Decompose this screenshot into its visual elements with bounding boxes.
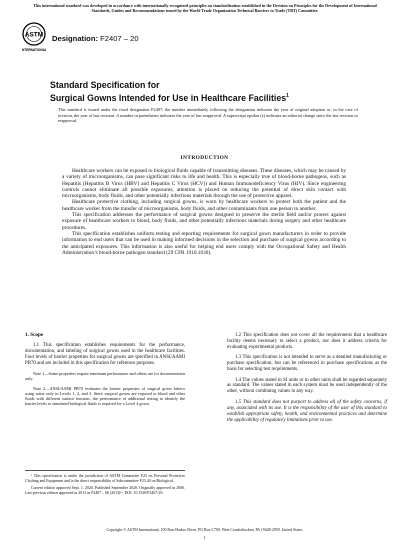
designation: [52, 34, 139, 43]
document-title: [50, 80, 370, 104]
paragraph-1-1: 1.1 This specification establishes requirements for the performance, documentation, and labeling of surgical gowns used in the healthcare facilities. Four levels of barrier properties for surgical gowns are specified in ANSI/AAMI PB70 and are included in this specification for reference purposes.: [25, 342, 185, 366]
standard-issued-statement: This standard is issued under the fixed designation F2407; the number immediately following the designation indicates the year of original adoption or, in the case of revision, the year of last revision. A number in parentheses indicates the year of last reapproval. A superscript epsilon (ε) indicates an editorial change since the last revision or reapproval.: [58, 107, 358, 124]
designation-number: F2407 – 20: [100, 34, 139, 43]
footnote-1: ¹ This specification is under the jurisdiction of ASTM Committee F23 on Personal Protective Clothing and Equipment and is the direct responsibility of Subcommittee F23.40 on Biological.: [25, 474, 185, 483]
svg-text:ASTM: ASTM: [24, 31, 44, 39]
paragraph-1-2: 1.2 This specification does not cover all the requirements that a healthcare facility deems necessary to select a product, nor does it address criteria for evaluating experimental products.: [227, 333, 387, 350]
footnote-2: Current edition approved Sept. 1, 2020. Published September 2020. Originally approved in 2006. Last previous edition approved in 2013 as F2407 – 06 (2013)¹¹. DOI: 10.1520/F2407-20.: [25, 486, 185, 495]
designation-label: Designation:: [52, 34, 98, 43]
introduction-paragraph: Healthcare protective clothing, including surgical gowns, is worn by healthcare workers to protect both the patient and the healthcare worker from the transfer of microorganisms, body fluids, and other contaminants from one person to another.: [62, 199, 346, 212]
note-2: Note 2—ANSI/AAMI PB70 evaluates the barrier properties of surgical gown fabrics using water only in Levels 1, 2, and 3. Since surgical gowns are exposed to blood and other fluids with different surface tensions, the performance of additional testing to identify the barrier levels to simulated biological fluids is required for a Level 4 gown.: [25, 385, 185, 406]
header-notice: This international standard was developed in accordance with internationally recognized principles on standardization established in the Decision on Principles for the Development of International Standards, Guides and Recommendations issued by the World Trade Organization Technical Barriers to Trade (TBT) Committee.: [33, 3, 377, 14]
footnotes: [25, 470, 185, 498]
section-heading-scope: 1. Scope: [25, 332, 44, 338]
title-line-2: Surgical Gowns Intended for Use in Healthcare Facilities$^1$: [50, 92, 289, 103]
introduction-body: [62, 168, 346, 256]
page-number: 1: [203, 535, 206, 540]
astm-international-logo: [22, 22, 46, 56]
note-1: Note 1—Some properties require minimum performance and others are for documentation only.: [25, 371, 185, 382]
paragraph-1-5: 1.5 This standard does not purport to address all of the safety concerns, if any, associated with its use. It is the responsibility of the user of this standard to establish appropriate safety, health, and environmental practices and determine the applicability of regulatory limitations prior to use.: [227, 399, 387, 423]
introduction-paragraph: Healthcare workers can be exposed to biological fluids capable of transmitting diseases. These diseases, which may be caused by a variety of microorganisms, can pose significant risks to life and health. This is especially true of blood-borne pathogens, such as Hepatitis (Hepatitis B Virus (HBV) and Hepatitis C Virus (HCV)) and Human Immunodeficiency Virus (HIV). Since engineering controls cannot eliminate all possible exposures, attention is placed on reducing the potential of direct skin contact with microorganisms, body fluids, and other potentially infectious materials through the use of protective apparel.: [62, 168, 346, 200]
introduction-paragraph: This specification addresses the performance of surgical gowns designed to preserve the sterile field and/or protect against exposure of healthcare workers to blood, body fluids, and other potentially infectious materials during surgery and other healthcare procedures.: [62, 212, 346, 231]
paragraph-1-3: 1.3 This specification is not intended to serve as a detailed manufacturing or purchase specification, but can be referenced in purchase specifications as the basis for selecting test requirements.: [227, 355, 387, 373]
svg-text:INTERNATIONAL: INTERNATIONAL: [22, 48, 46, 52]
right-column: [227, 333, 387, 428]
title-line-1: Standard Specification for: [50, 80, 160, 90]
copyright-line: Copyright © ASTM International, 100 Barr Harbor Drive, PO Box C700, West Conshohocken, PA 19428-2959. United States: [106, 528, 303, 532]
introduction-heading: INTRODUCTION: [180, 155, 229, 161]
left-column: [25, 333, 185, 410]
title-footnote-marker: 1: [286, 93, 289, 99]
paragraph-1-4: 1.4 The values stated in SI units or in other units shall be regarded separately as standard. The values stated in each system must be used independently of the other, without combining values in any way.: [227, 377, 387, 395]
introduction-paragraph: This specification establishes uniform testing and reporting requirements for surgical gown manufacturers in order to provide information to end users that can be used in making informed decisions in the selection and purchase of surgical gowns according to the anticipated exposures. This information is also useful for helping end users comply with the Occupational Safety and Health Administration’s blood-borne pathogen standard (29 CFR 1910.1030).: [62, 230, 346, 256]
